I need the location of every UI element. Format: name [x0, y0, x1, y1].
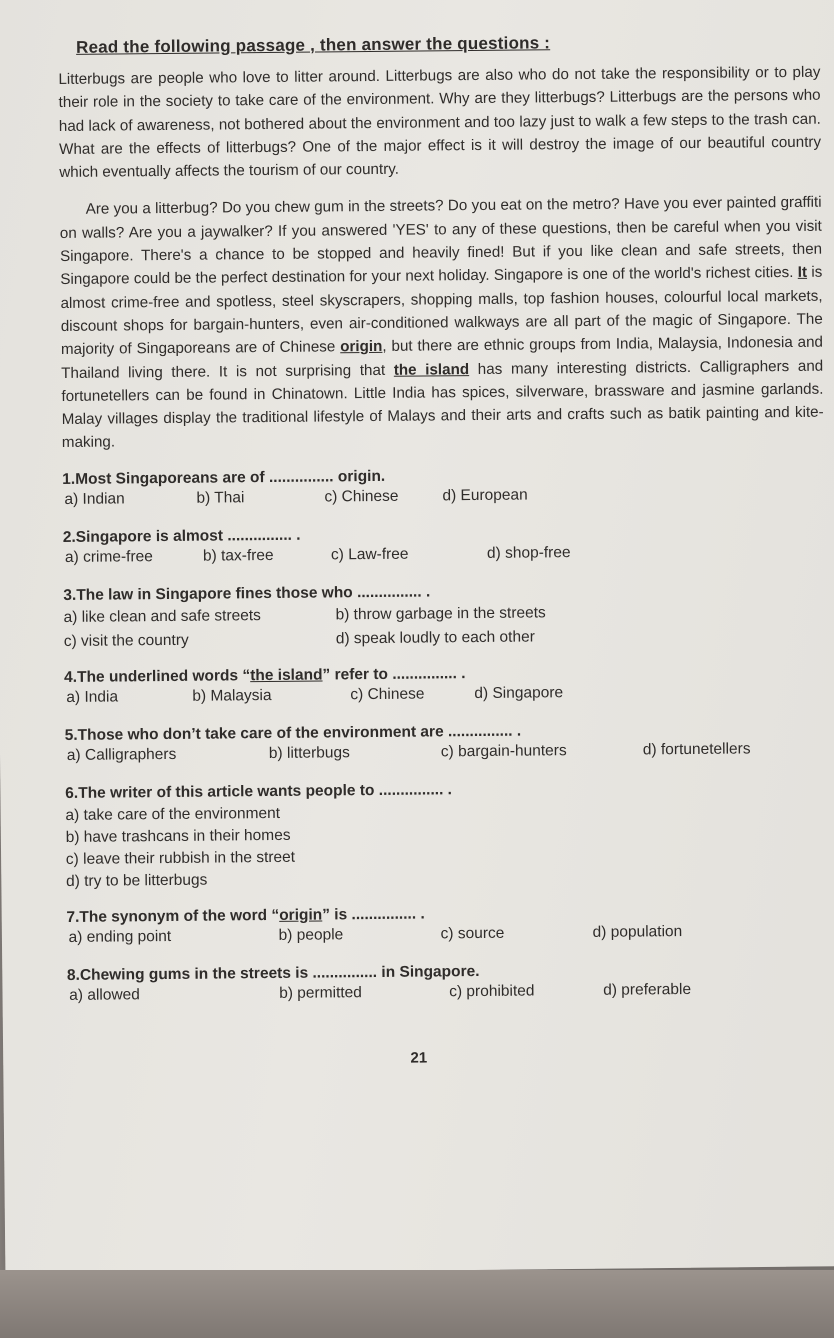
question-stem: 6.The writer of this article wants people to ............... . [65, 781, 453, 802]
options-grid [63, 599, 825, 652]
option-d[interactable]: d) shop-free [486, 543, 571, 562]
option-c[interactable]: c) Chinese [324, 487, 399, 506]
stem-text-end: ” is ............... . [322, 905, 425, 924]
option-c[interactable]: c) bargain-hunters [440, 741, 567, 761]
question-7 [66, 901, 828, 950]
option-c[interactable]: c) Chinese [350, 685, 425, 703]
option-a[interactable]: a) take care of the environment [65, 804, 281, 824]
paragraph-2-text-c: , but there are ethnic groups from India, Malaysia, Indonesia and Thailand living there. It is not surprising that [61, 333, 824, 382]
passage-paragraph-1 [58, 61, 821, 185]
option-b[interactable]: b) litterbugs [268, 743, 350, 762]
options-row [64, 681, 826, 710]
question-stem: 5.Those who don’t take care of the environment are ............... . [64, 722, 522, 744]
options-row [65, 739, 827, 768]
option-d[interactable]: d) population [592, 922, 683, 941]
option-c[interactable]: c) prohibited [449, 982, 535, 1001]
stem-underlined: the island [250, 666, 323, 684]
option-b[interactable]: b) Thai [196, 488, 245, 507]
option-a[interactable]: a) Calligraphers [66, 745, 177, 764]
question-1 [62, 463, 824, 512]
question-2 [63, 521, 825, 570]
instructions-heading: Read the following passage , then answer the questions : [75, 33, 551, 57]
stem-text-start: 7.The synonym of the word “ [66, 906, 280, 926]
questions-section [62, 463, 829, 1008]
underlined-it: It [797, 264, 808, 282]
option-a[interactable]: a) crime-free [64, 547, 153, 566]
question-6 [65, 777, 828, 892]
question-stem: 1.Most Singaporeans are of ............... origin. [62, 467, 386, 488]
underlined-the-island: the island [393, 360, 470, 379]
question-stem: 3.The law in Singapore fines those who ............... . [63, 583, 431, 604]
option-b[interactable]: b) Malaysia [192, 686, 272, 705]
options-row [63, 541, 825, 570]
option-c[interactable]: c) Law-free [330, 545, 409, 564]
option-c[interactable]: c) visit the country [63, 631, 189, 650]
option-b[interactable]: b) have trashcans in their homes [65, 826, 291, 846]
stem-text-start: 4.The underlined words “ [64, 666, 251, 686]
option-b[interactable]: b) people [278, 926, 344, 944]
page-number: 21 [410, 1049, 428, 1067]
option-d[interactable]: d) try to be litterbugs [66, 871, 208, 890]
options-row [67, 921, 829, 950]
option-c[interactable]: c) leave their rubbish in the street [65, 848, 296, 868]
option-d[interactable]: d) European [442, 486, 528, 505]
question-5 [65, 719, 827, 768]
question-stem: 2.Singapore is almost ............... . [62, 526, 301, 546]
option-a[interactable]: a) ending point [68, 927, 172, 946]
option-b[interactable]: b) throw garbage in the streets [335, 604, 546, 624]
paragraph-2-text-d: has many interesting districts. Calligraphers and fortunetellers can be found in Chinatown. Little India has spices, silverware, brassware and jasmine garlands. Malay villages display the traditional lifestyle of Malays and their arts and crafts such as batik painting and kite-making. [61, 357, 824, 452]
background-surface [0, 1270, 834, 1338]
paragraph-2-text-a: Are you a litterbug? Do you chew gum in the streets? Do you eat on the metro? Have you ever painted graffiti on walls? Are you a jaywalker? If you answered 'YES' to any of these questions, then be careful when you visit Singapore. There's a chance to be stopped and heavily fined! But if you like clean and safe streets, then Singapore could be the perfect destination for your next holiday. Singapore is one of the world's richest cities. [59, 194, 823, 289]
option-d[interactable]: d) Singapore [474, 683, 564, 702]
underlined-origin: origin [340, 338, 383, 356]
option-a[interactable]: a) Indian [64, 490, 125, 508]
option-a[interactable]: a) allowed [69, 986, 140, 1004]
option-d[interactable]: d) fortunetellers [642, 740, 751, 759]
paragraph-1-text: Litterbugs are people who love to litter around. Litterbugs are also who do not take the responsibility or to play their role in the society to take care of the environment. Why are they litterbugs? Litterbugs are the persons who had lack of awareness, not bothered about the environment and too lazy just to walk a few steps to the trash can. What are the effects of litterbugs? One of the major effect is it will destroy the image of our beautiful country which eventually affects the tourism of our country. [58, 63, 822, 182]
options-row [62, 483, 824, 512]
option-d[interactable]: d) speak loudly to each other [335, 628, 535, 648]
paragraph-2-text-b: is almost crime-free and spotless, steel skyscrapers, shopping malls, top fashion houses, colourful local markets, discount shops for bargain-hunters, even air-conditioned walkways are all part of the magic of Singapore. The majority of Singaporeans are of Chinese [60, 264, 823, 359]
options-row [67, 979, 829, 1008]
option-d[interactable]: d) preferable [603, 980, 692, 999]
question-stem: 8.Chewing gums in the streets is ............... in Singapore. [66, 962, 480, 984]
stem-underlined: origin [279, 906, 323, 924]
question-8 [67, 959, 829, 1008]
passage-paragraph-2 [60, 191, 824, 455]
question-3 [63, 579, 826, 652]
question-4 [64, 661, 826, 710]
options-list [65, 797, 828, 892]
stem-text-end: ” refer to ............... . [322, 664, 466, 684]
option-c[interactable]: c) source [440, 924, 505, 943]
option-b[interactable]: b) permitted [279, 983, 362, 1002]
option-b[interactable]: b) tax-free [202, 546, 274, 565]
option-a[interactable]: a) India [66, 688, 119, 706]
worksheet [58, 31, 830, 1070]
option-a[interactable]: a) like clean and safe streets [63, 606, 261, 626]
